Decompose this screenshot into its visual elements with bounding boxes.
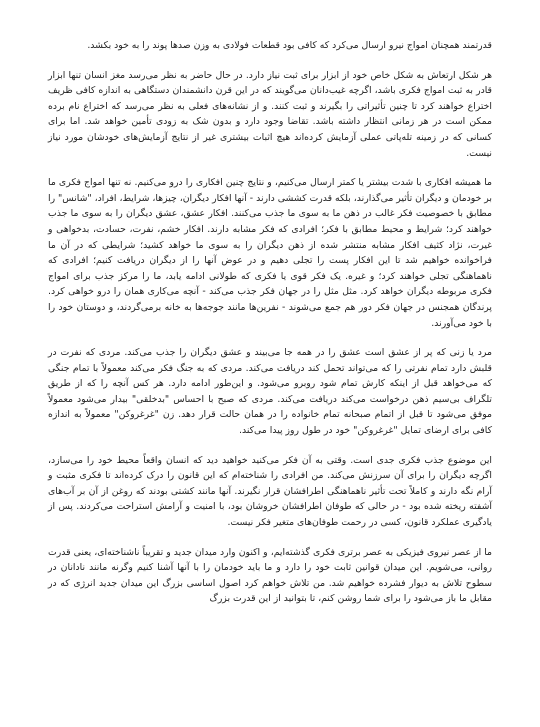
paragraph-5: این موضوع جذب فکری جدی است. وقتی به آن فکر می‌کنید خواهید دید که انسان واقعاً محیط خود را می‌سازد، اگرچه دیگران را برای آن سرزنش می‌کند. من افرادی را شناخته‌ام که این قانون را درک کرده‌اند تا فکری مثبت و آرام نگه دارند و کاملاً تحت تأثیر ناهماهنگی اطرافشان قرار نگیرند. آنها مانند کشتی بودند که روغن از آن بر آب‌های آشفته ریخته شده بود - در حالی که طوفان اطرافشان خروشان بود، با امنیت و آرامش استراحت می‌کردند. پس از یادگیری عملکرد قانون، کسی در رحمت طوفان‌های متغیر فکر نیست.: [48, 454, 492, 529]
paragraph-1: قدرتمند همچنان امواج نیرو ارسال می‌کرد که کافی بود قطعات فولادی به وزن صدها پوند را به خود بکشد.: [87, 40, 492, 51]
document-page: [48, 38, 492, 621]
paragraph-4: مرد یا زنی که پر از عشق است عشق را در همه جا می‌بیند و عشق دیگران را جذب می‌کند. مردی که نفرت در قلبش دارد تمام نفرتی را که می‌تواند تحمل کند دریافت می‌کند. مردی که به جنگ فکر می‌کند معمولاً با تمام جنگی که می‌خواهد قبل از اینکه کارش تمام شود روبرو می‌شود. و این‌طور ادامه دارد. هر کس آنچه را که از طریق تلگراف بی‌سیم ذهن درخواست می‌کند دریافت می‌کند. مردی که صبح با احساس "بدخلقی" بیدار می‌شود معمولاً موفق می‌شود تا قبل از اتمام صبحانه تمام خانواده را در همان حالت قرار دهد. زن "غرغروکن" معمولاً به اندازه کافی برای ارضای تمایل "غرغروکن" خود در طول روز پیدا می‌کند.: [48, 347, 492, 437]
paragraph-2: هر شکل ارتعاش به شکل خاص خود از ابزار برای ثبت نیاز دارد. در حال حاضر به نظر می‌رسد مغز انسان تنها ابزار قادر به ثبت امواج فکری باشد، اگرچه غیب‌دانان می‌گویند که در این قرن دانشمندان دستگاهی به اندازه کافی ظریف اختراع خواهند کرد تا چنین تأثیراتی را بگیرند و ثبت کنند. و از نشانه‌های فعلی به نظر می‌رسد که اختراع نام برده ممکن است در هر زمانی انتظار داشته باشد. تقاضا وجود دارد و بدون شک به زودی تأمین خواهد شد. اما برای کسانی که در زمینه تله‌پاتی عملی آزمایش کرده‌اند هیچ اثبات بیشتری غیر از نتایج آزمایش‌های خودشان مورد نیاز نیست.: [48, 69, 492, 159]
paragraph-3: ما همیشه افکاری با شدت بیشتر یا کمتر ارسال می‌کنیم، و نتایج چنین افکاری را درو می‌کنیم. نه تنها امواج فکری ما بر خودمان و دیگران تأثیر می‌گذارند، بلکه قدرت کششی دارند - آنها افکار دیگران، چیزها، شرایط، افراد، "شانس" را مطابق با خصوصیت فکر غالب در ذهن ما به سوی ما جذب می‌کنند. افکار عشق، عشق دیگران را به سوی ما جذب خواهند کرد؛ شرایط و محیط مطابق با فکر؛ افرادی که فکر مشابه دارند. افکار خشم، نفرت، حسادت، بدخواهی و غیرت، نژاد کثیف افکار مشابه منتشر شده از ذهن دیگران را به سوی ما خواهد کشید؛ شرایطی که در آن ما فراخوانده خواهیم شد تا این افکار پست را تجلی دهیم و در عوض آنها را از دیگران دریافت کنیم؛ افرادی که ناهماهنگی تجلی خواهند کرد؛ و غیره. یک فکر قوی یا فکری که طولانی ادامه یابد، ما را مرکز جذب برای امواج فکری مربوطه دیگران خواهد کرد. مثل مثل را در جهان فکر جذب می‌کند - آنچه می‌کاری همان را درو خواهی کرد. پرندگان همجنس در جهان فکر دور هم جمع می‌شوند - نفرین‌ها مانند جوجه‌ها به خانه برمی‌گردند، و دوستان خود را با خود می‌آورند.: [48, 177, 492, 329]
paragraph-6: ما از عصر نیروی فیزیکی به عصر برتری فکری گذشته‌ایم، و اکنون وارد میدان جدید و تقریباً ناشناخته‌ای، یعنی قدرت روانی، می‌شویم. این میدان قوانین ثابت خود را دارد و ما باید خودمان را با آنها آشنا کنیم وگرنه مانند نادانان در سطوح تلاش به دیوار فشرده خواهیم شد. من تلاش خواهم کرد اصول اساسی بزرگ این میدان جدید انرژی که در مقابل ما باز می‌شود را برای شما روشن کنم، تا بتوانید از این قدرت بزرگ: [48, 546, 492, 605]
